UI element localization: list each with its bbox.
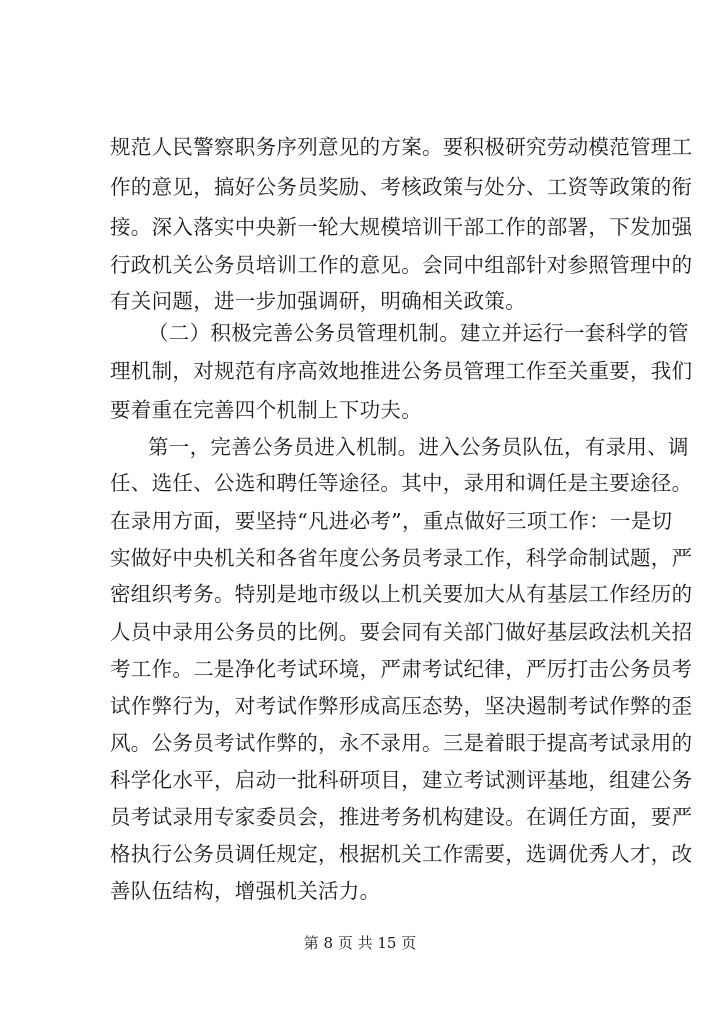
text-line: 行政机关公务员培训工作的意见。会同中组部针对参照管理中的: [110, 253, 693, 277]
text-line: 科学化水平，启动一批科研项目，建立考试测评基地，组建公务: [110, 768, 693, 792]
text-line: 任、选任、公选和聘任等途径。其中，录用和调任是主要途径。: [110, 471, 693, 495]
text-line: 要着重在完善四个机制上下功夫。: [110, 398, 422, 422]
text-line: 员考试录用专家委员会，推进考务机构建设。在调任方面，要严: [110, 805, 693, 829]
page-number-footer: 第 8 页 共 15 页: [303, 934, 417, 952]
text-line: 实做好中央机关和各省年度公务员考录工作，科学命制试题，严: [110, 546, 693, 570]
text-line: 第一，完善公务员进入机制。进入公务员队伍，有录用、调: [148, 435, 689, 459]
text-line: 接。深入落实中央新一轮大规模培训干部工作的部署，下发加强: [110, 215, 693, 239]
text-line: 有关问题，进一步加强调研，明确相关政策。: [110, 289, 526, 313]
text-line: 人员中录用公务员的比例。要会同有关部门做好基层政法机关招: [110, 620, 693, 644]
text-line: 风。公务员考试作弊的，永不录用。三是着眼于提高考试录用的: [110, 731, 693, 755]
text-line: 密组织考务。特别是地市级以上机关要加大从有基层工作经历的: [110, 582, 693, 606]
text-line: 试作弊行为，对考试作弊形成高压态势，坚决遏制考试作弊的歪: [110, 694, 693, 718]
text-line: 在录用方面，要坚持“凡进必考”，重点做好三项工作：一是切: [110, 509, 673, 533]
text-line: 作的意见，搞好公务员奖励、考核政策与处分、工资等政策的衔: [110, 175, 693, 199]
text-line: 格执行公务员调任规定，根据机关工作需要，选调优秀人才，改: [110, 842, 693, 866]
text-line: 理机制，对规范有序高效地推进公务员管理工作至关重要，我们: [110, 359, 693, 383]
text-line: 善队伍结构，增强机关活力。: [110, 879, 381, 903]
text-line: （二）积极完善公务员管理机制。建立并运行一套科学的管: [148, 321, 689, 345]
text-line: 考工作。二是净化考试环境，严肃考试纪律，严厉打击公务员考: [110, 657, 693, 681]
text-line: 规范人民警察职务序列意见的方案。要积极研究劳动模范管理工: [110, 135, 693, 159]
